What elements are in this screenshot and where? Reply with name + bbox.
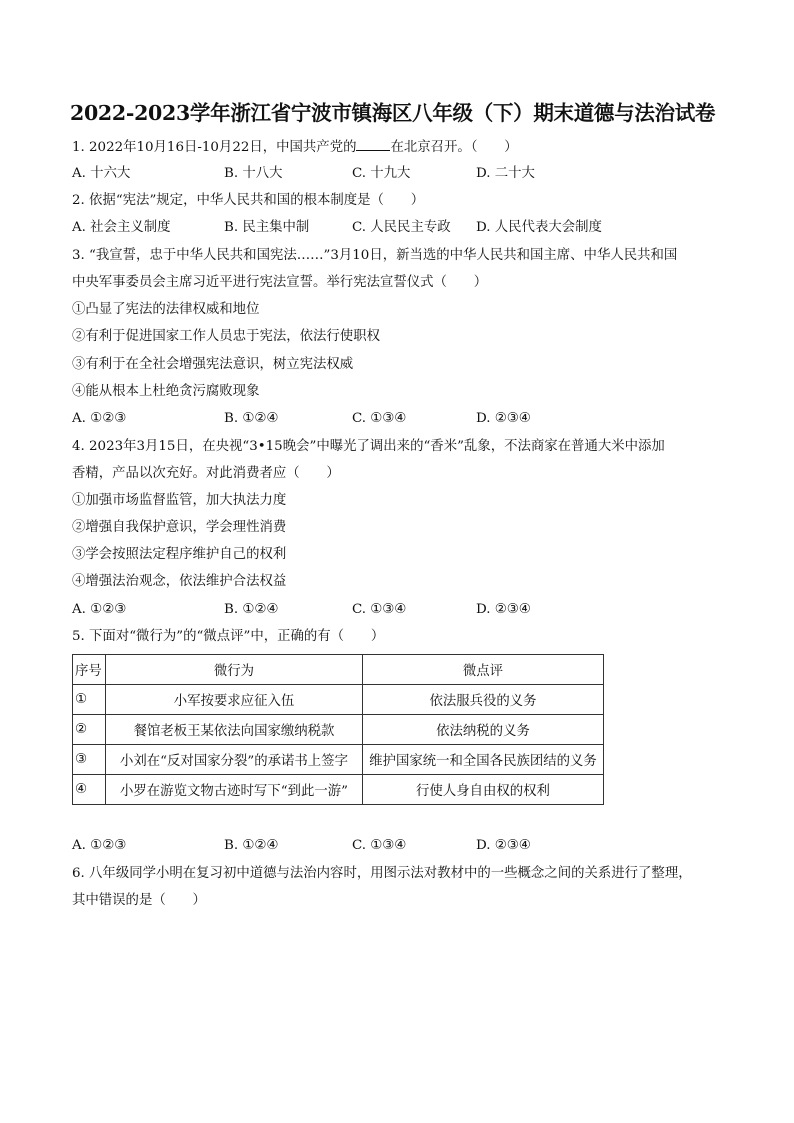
table-cell: ① bbox=[73, 685, 106, 715]
table-header-row bbox=[73, 655, 604, 685]
table-row bbox=[73, 745, 604, 775]
table-row bbox=[73, 685, 604, 715]
option-d: D. ②③④ bbox=[476, 602, 531, 617]
question-4-stem-line-1: 4. 2023年3月15日，在央视“3•15晚会”中曝光了调出来的“香米”乱象，不法商家在普通大米中添加 bbox=[72, 439, 665, 454]
question-6-stem-line-1: 6. 八年级同学小明在复习初中道德与法治内容时，用图示法对教材中的一些概念之间的关系进行了整理， bbox=[72, 866, 692, 881]
option-a: A. ①②③ bbox=[72, 838, 127, 853]
question-3-stem-line-2: 中央军事委员会主席习近平进行宪法宣誓。举行宪法宣誓仪式（ ） bbox=[72, 275, 488, 290]
table-cell: 依法服兵役的义务 bbox=[363, 685, 604, 715]
question-1-stem-part-b: 在北京召开。（ ） bbox=[390, 140, 518, 155]
table-row bbox=[73, 715, 604, 745]
question-5-stem: 5. 下面对“微行为”的“微点评”中，正确的有（ ） bbox=[72, 629, 385, 644]
statement-item: ①加强市场监督监管，加大执法力度 bbox=[72, 493, 287, 508]
statement-item: ③有利于在全社会增强宪法意识，树立宪法权威 bbox=[72, 357, 354, 372]
option-b: B. ①②④ bbox=[224, 838, 279, 853]
option-c: C. ①③④ bbox=[352, 411, 407, 426]
question-3-stem-line-1: 3. “我宣誓，忠于中华人民共和国宪法……”3月10日，新当选的中华人民共和国主席、中华人民共和国 bbox=[72, 248, 678, 263]
option-c: C. 十九大 bbox=[352, 166, 411, 181]
table-cell: 小刘在“反对国家分裂”的承诺书上签字 bbox=[106, 745, 363, 775]
table-cell: 依法纳税的义务 bbox=[363, 715, 604, 745]
option-a: A. ①②③ bbox=[72, 411, 127, 426]
table-cell: ③ bbox=[73, 745, 106, 775]
table-cell: 餐馆老板王某依法向国家缴纳税款 bbox=[106, 715, 363, 745]
option-b: B. 十八大 bbox=[224, 166, 283, 181]
table-cell: 维护国家统一和全国各民族团结的义务 bbox=[363, 745, 604, 775]
question-1-stem bbox=[72, 138, 518, 157]
option-b: B. 民主集中制 bbox=[224, 220, 310, 235]
question-4-stem-line-2: 香精，产品以次充好。对此消费者应（ ） bbox=[72, 466, 340, 481]
statement-item: ④增强法治观念，依法维护合法权益 bbox=[72, 574, 287, 589]
table-cell: ④ bbox=[73, 775, 106, 805]
option-d: D. ②③④ bbox=[476, 838, 531, 853]
option-d: D. 人民代表大会制度 bbox=[476, 220, 602, 235]
exam-title: 2022-2023学年浙江省宁波市镇海区八年级（下）期末道德与法治试卷 bbox=[70, 101, 716, 125]
answer-blank bbox=[356, 138, 390, 151]
table-header: 序号 bbox=[73, 655, 106, 685]
question-6-stem-line-2: 其中错误的是（ ） bbox=[72, 893, 206, 908]
table-header: 微行为 bbox=[106, 655, 363, 685]
option-a: A. 十六大 bbox=[72, 166, 131, 181]
statement-item: ②有利于促进国家工作人员忠于宪法，依法行使职权 bbox=[72, 329, 380, 344]
question-5-table bbox=[72, 654, 604, 805]
table-cell: 行使人身自由权的权利 bbox=[363, 775, 604, 805]
option-a: A. ①②③ bbox=[72, 602, 127, 617]
question-2-stem: 2. 依据“宪法”规定，中华人民共和国的根本制度是（ ） bbox=[72, 193, 425, 208]
statement-item: ③学会按照法定程序维护自己的权利 bbox=[72, 547, 287, 562]
option-b: B. ①②④ bbox=[224, 602, 279, 617]
option-a: A. 社会主义制度 bbox=[72, 220, 171, 235]
option-d: D. 二十大 bbox=[476, 166, 535, 181]
table-cell: ② bbox=[73, 715, 106, 745]
option-c: C. ①③④ bbox=[352, 838, 407, 853]
table-cell: 小罗在游览文物古迹时写下“到此一游” bbox=[106, 775, 363, 805]
question-1-stem-part-a: 1. 2022年10月16日-10月22日，中国共产党的 bbox=[72, 140, 357, 155]
option-b: B. ①②④ bbox=[224, 411, 279, 426]
statement-item: ④能从根本上杜绝贪污腐败现象 bbox=[72, 384, 260, 399]
statement-item: ②增强自我保护意识，学会理性消费 bbox=[72, 520, 287, 535]
table-cell: 小军按要求应征入伍 bbox=[106, 685, 363, 715]
option-c: C. ①③④ bbox=[352, 602, 407, 617]
option-d: D. ②③④ bbox=[476, 411, 531, 426]
table-header: 微点评 bbox=[363, 655, 604, 685]
option-c: C. 人民民主专政 bbox=[352, 220, 451, 235]
table-row bbox=[73, 775, 604, 805]
statement-item: ①凸显了宪法的法律权威和地位 bbox=[72, 302, 260, 317]
